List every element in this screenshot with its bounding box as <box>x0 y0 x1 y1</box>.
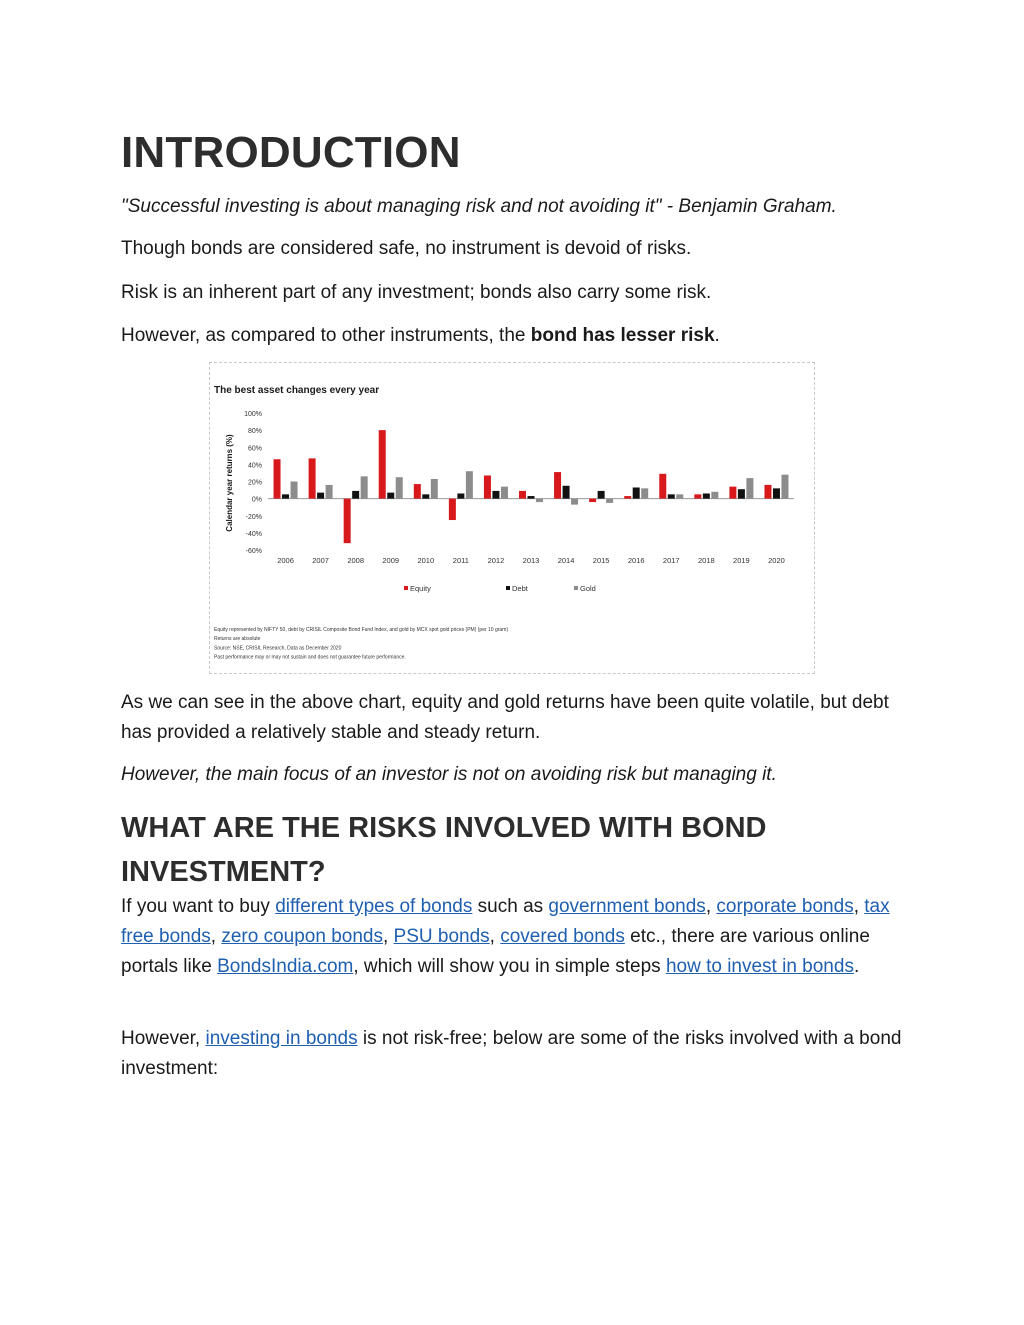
bar-equity <box>449 499 456 520</box>
bar-equity <box>274 459 281 498</box>
bar-equity <box>344 499 351 544</box>
y-tick-label: 60% <box>247 445 262 453</box>
bar-debt <box>317 493 324 499</box>
link-tax-free-bonds[interactable]: tax free bonds <box>121 896 890 947</box>
bar-gold <box>781 475 788 499</box>
chart-figure <box>209 362 815 674</box>
bar-gold <box>431 479 438 499</box>
bar-debt <box>563 486 570 499</box>
bar-equity <box>764 485 771 499</box>
bar-debt <box>492 491 499 499</box>
chart-title: The best asset changes every year <box>214 385 380 396</box>
text-segment: , <box>853 896 865 917</box>
bar-gold <box>291 482 298 499</box>
chart-footnote: Source: NSE, CRISIL Research, Data as December 2020 <box>214 645 342 652</box>
x-tick-label: 2018 <box>697 556 715 565</box>
bar-debt <box>633 487 640 498</box>
link-covered-bonds[interactable]: covered bonds <box>500 926 625 947</box>
x-tick-label: 2017 <box>662 556 680 565</box>
text-segment: , which will show you in simple steps <box>353 956 666 977</box>
link-bondsindia[interactable]: BondsIndia.com <box>217 956 354 977</box>
y-tick-label: -60% <box>245 548 262 555</box>
bar-debt <box>528 496 535 499</box>
x-tick-label: 2012 <box>487 556 505 565</box>
intro-paragraph-1: Though bonds are considered safe, no instrument is devoid of risks. <box>121 238 692 259</box>
text-segment: , <box>489 926 501 947</box>
legend-swatch-debt <box>506 586 510 590</box>
chart-legend <box>404 584 596 593</box>
y-tick-label: 20% <box>247 479 262 487</box>
text-segment: If you want to buy <box>121 896 276 917</box>
text-segment: such as <box>472 896 549 917</box>
quote-text: "Successful investing is about managing risk and not avoiding it" - Benjamin Graham. <box>121 196 837 217</box>
bar-debt <box>773 488 780 498</box>
legend-swatch-gold <box>574 586 578 590</box>
bar-gold <box>746 478 753 499</box>
bar-gold <box>536 499 543 502</box>
bar-gold <box>711 492 718 499</box>
bar-debt <box>668 494 675 498</box>
risk-intro-paragraph <box>121 1024 906 1084</box>
bar-gold <box>571 499 578 505</box>
bar-debt <box>598 491 605 499</box>
x-tick-label: 2009 <box>382 556 400 565</box>
link-psu-bonds[interactable]: PSU bonds <box>393 926 490 947</box>
chart-footnote: Equity represented by NIFTY 50, debt by CRISIL Composite Bond Fund Index, and gold by MCX spot gold prices (PM) (per 10 gram) <box>214 627 509 633</box>
x-tick-label: 2010 <box>417 556 435 565</box>
chart-footnote: Returns are absolute <box>214 636 261 643</box>
bar-gold <box>326 485 333 499</box>
focus-statement: However, the main focus of an investor is not on avoiding risk but managing it. <box>121 764 777 785</box>
y-tick-label: -20% <box>245 513 262 521</box>
bar-debt <box>282 494 289 498</box>
y-tick-label: 100% <box>244 411 262 418</box>
bar-gold <box>676 494 683 498</box>
bar-debt <box>352 491 359 499</box>
returns-bar-chart <box>210 363 814 673</box>
x-tick-label: 2011 <box>452 556 469 565</box>
chart-y-axis-label: Calendar year returns (%) <box>225 434 234 532</box>
link-zero-coupon-bonds[interactable]: zero coupon bonds <box>221 926 383 947</box>
link-corporate-bonds[interactable]: corporate bonds <box>716 896 854 917</box>
chart-footnotes <box>214 627 508 661</box>
bar-gold <box>501 487 508 499</box>
bar-gold <box>361 476 368 498</box>
bar-equity <box>484 476 491 499</box>
bar-debt <box>457 493 464 498</box>
text-segment: However, <box>121 1028 206 1049</box>
text-segment: , <box>210 926 222 947</box>
x-tick-label: 2014 <box>557 556 575 565</box>
legend-label-equity: Equity <box>410 584 431 593</box>
bar-equity <box>519 491 526 499</box>
text-segment: . <box>853 956 860 977</box>
bar-gold <box>641 488 648 498</box>
bar-debt <box>387 493 394 499</box>
bar-equity <box>554 472 561 499</box>
chart-tick-labels <box>244 411 785 565</box>
intro-paragraph-2: Risk is an inherent part of any investment; bonds also carry some risk. <box>121 282 712 303</box>
bar-debt <box>738 489 745 498</box>
text-segment: , <box>382 926 394 947</box>
bar-debt <box>703 493 710 498</box>
y-tick-label: 0% <box>251 496 262 504</box>
chart-bars <box>274 430 789 543</box>
link-different-types-of-bonds[interactable]: different types of bonds <box>275 896 473 917</box>
after-chart-paragraph: As we can see in the above chart, equity and gold returns have been quite volatile, but debt has provided a relatively stable and steady return. <box>121 692 889 743</box>
bond-types-paragraph <box>121 892 906 982</box>
x-tick-label: 2016 <box>627 556 645 565</box>
intro-paragraph-3 <box>121 321 720 351</box>
link-investing-in-bonds[interactable]: investing in bonds <box>205 1028 358 1049</box>
risks-heading: WHAT ARE THE RISKS INVOLVED WITH BOND INVESTMENT? <box>121 812 767 888</box>
bar-equity <box>379 430 386 499</box>
bar-equity <box>414 484 421 499</box>
p3-text-before: However, as compared to other instruments, the <box>121 325 531 346</box>
legend-swatch-equity <box>404 586 408 590</box>
bar-equity <box>624 496 631 499</box>
text-segment: is not risk-free; below are some of the risks involved with a bond investment: <box>121 1028 902 1079</box>
chart-footnote: Past performance may or may not sustain and does not guarantee future performance. <box>214 654 406 661</box>
text-segment: etc., there are various online portals like <box>121 926 870 977</box>
link-how-to-invest-in-bonds[interactable]: how to invest in bonds <box>665 956 854 977</box>
bar-equity <box>309 458 316 498</box>
x-tick-label: 2008 <box>347 556 365 565</box>
y-tick-label: 40% <box>247 462 262 470</box>
x-tick-label: 2019 <box>733 556 750 565</box>
x-tick-label: 2013 <box>522 556 540 565</box>
bar-debt <box>422 494 429 498</box>
bar-gold <box>396 477 403 498</box>
p3-text-after: . <box>714 325 720 346</box>
legend-label-debt: Debt <box>512 584 528 593</box>
text-segment: , <box>705 896 717 917</box>
bar-equity <box>694 494 701 498</box>
bar-gold <box>606 499 613 503</box>
legend-label-gold: Gold <box>580 584 596 593</box>
y-tick-label: 80% <box>247 428 262 436</box>
intro-heading: INTRODUCTION <box>121 128 461 177</box>
x-tick-label: 2007 <box>312 556 329 565</box>
bar-equity <box>589 499 596 502</box>
x-tick-label: 2006 <box>277 556 294 565</box>
x-tick-label: 2020 <box>768 556 785 565</box>
link-government-bonds[interactable]: government bonds <box>548 896 706 917</box>
bar-equity <box>659 474 666 499</box>
p3-bold-text: bond has lesser risk <box>530 325 715 346</box>
bar-gold <box>466 471 473 498</box>
bar-equity <box>729 487 736 499</box>
x-tick-label: 2015 <box>592 556 610 565</box>
y-tick-label: -40% <box>245 530 262 538</box>
